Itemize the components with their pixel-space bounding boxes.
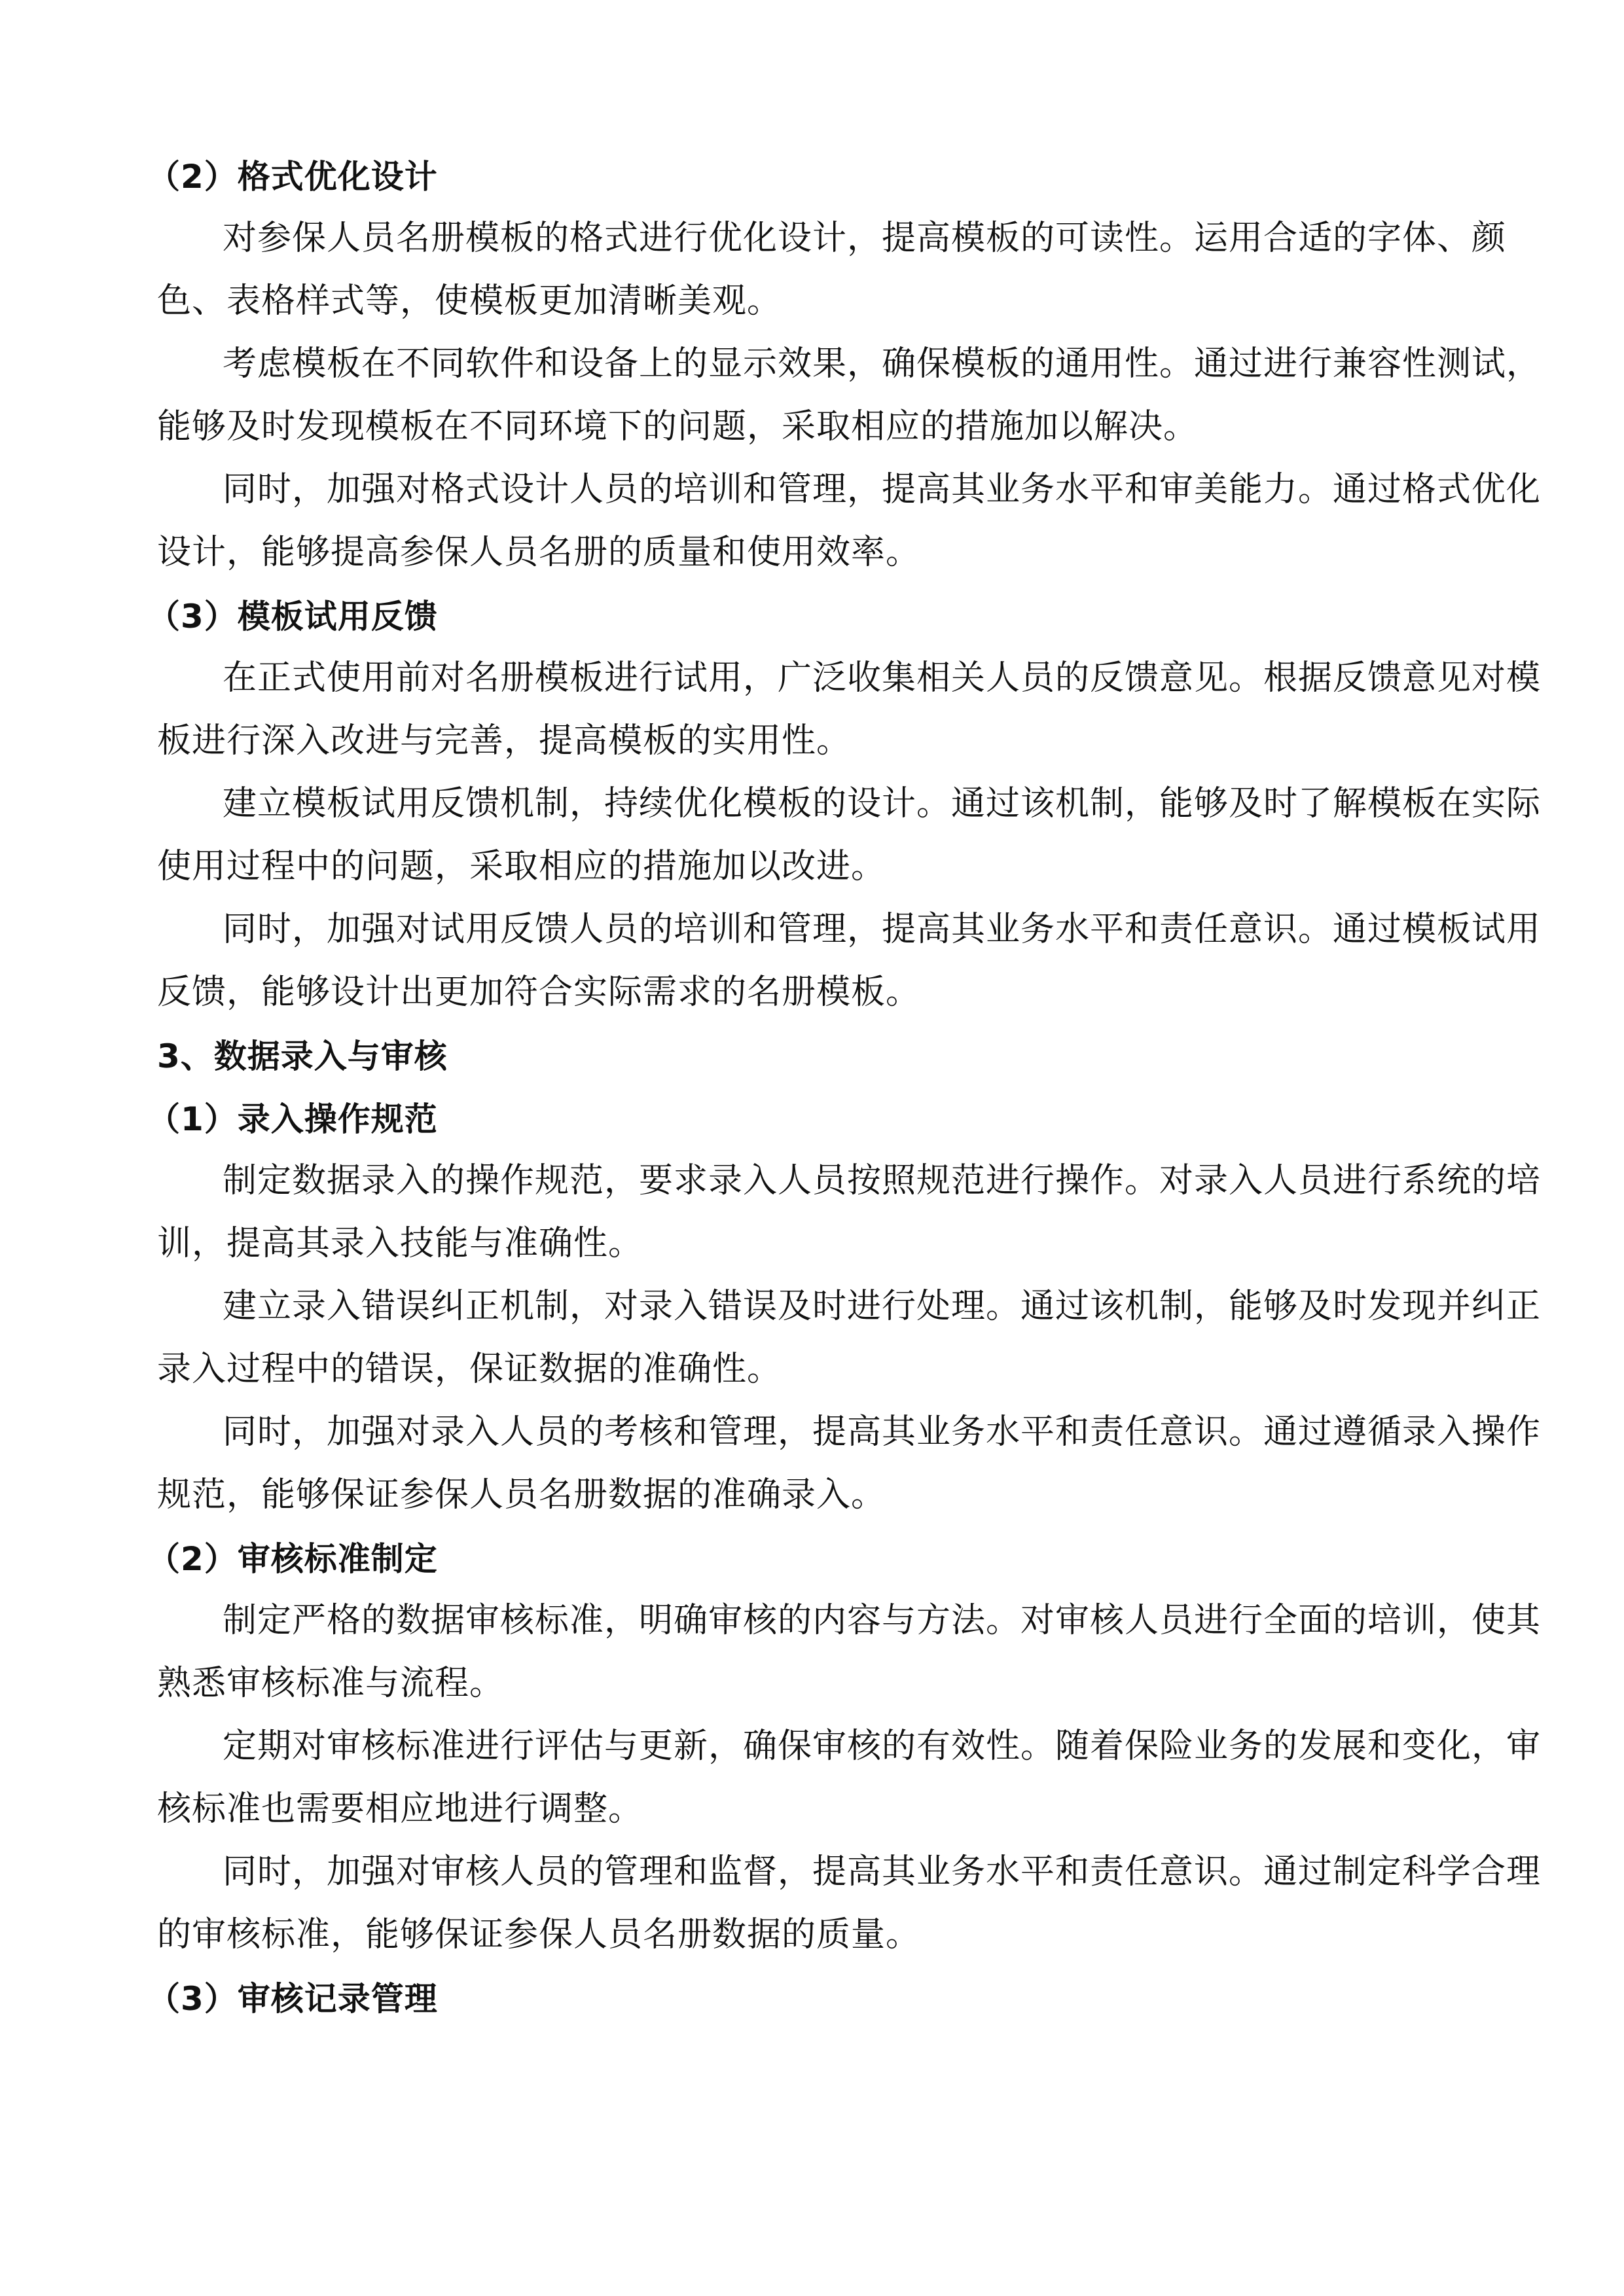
paragraph-line: 反馈，能够设计出更加符合实际需求的名册模板。 <box>157 973 921 1012</box>
paragraph-line: 核标准也需要相应地进行调整。 <box>157 1789 643 1829</box>
section-heading-data-entry-review: 3、数据录入与审核 <box>157 1037 448 1075</box>
paragraph-line: 色、表格样式等，使模板更加清晰美观。 <box>157 281 782 321</box>
paragraph-line: 能够及时发现模板在不同环境下的问题，采取相应的措施加以解决。 <box>157 407 1199 446</box>
paragraph-line: 使用过程中的问题，采取相应的措施加以改进。 <box>157 847 886 886</box>
heading-format-optimization: （2）格式优化设计 <box>147 158 438 196</box>
paragraph-line: 在正式使用前对名册模板进行试用，广泛收集相关人员的反馈意见。根据反馈意见对模 <box>223 658 1542 698</box>
paragraph-line: 制定严格的数据审核标准，明确审核的内容与方法。对审核人员进行全面的培训，使其 <box>223 1601 1542 1640</box>
paragraph-line: 同时，加强对录入人员的考核和管理，提高其业务水平和责任意识。通过遵循录入操作 <box>223 1412 1542 1452</box>
paragraph-line: 定期对审核标准进行评估与更新，确保审核的有效性。随着保险业务的发展和变化，审 <box>223 1727 1542 1766</box>
paragraph-line: 建立录入错误纠正机制，对录入错误及时进行处理。通过该机制，能够及时发现并纠正 <box>223 1287 1542 1326</box>
paragraph-line: 同时，加强对试用反馈人员的培训和管理，提高其业务水平和责任意识。通过模板试用 <box>223 910 1542 949</box>
paragraph-line: 建立模板试用反馈机制，持续优化模板的设计。通过该机制，能够及时了解模板在实际 <box>223 784 1542 823</box>
paragraph-line: 对参保人员名册模板的格式进行优化设计，提高模板的可读性。运用合适的字体、颜 <box>223 219 1507 258</box>
heading-entry-operation-spec: （1）录入操作规范 <box>147 1100 438 1138</box>
paragraph-line: 规范，能够保证参保人员名册数据的准确录入。 <box>157 1475 886 1515</box>
paragraph-line: 训，提高其录入技能与准确性。 <box>157 1224 643 1263</box>
paragraph-line: 熟悉审核标准与流程。 <box>157 1664 505 1703</box>
paragraph-line: 设计，能够提高参保人员名册的质量和使用效率。 <box>157 533 921 572</box>
heading-review-record-management: （3）审核记录管理 <box>147 1980 438 2018</box>
paragraph-line: 考虑模板在不同软件和设备上的显示效果，确保模板的通用性。通过进行兼容性测试， <box>223 344 1542 384</box>
paragraph-line: 制定数据录入的操作规范，要求录入人员按照规范进行操作。对录入人员进行系统的培 <box>223 1161 1542 1200</box>
paragraph-line: 同时，加强对审核人员的管理和监督，提高其业务水平和责任意识。通过制定科学合理 <box>223 1852 1542 1892</box>
paragraph-line: 同时，加强对格式设计人员的培训和管理，提高其业务水平和审美能力。通过格式优化 <box>223 470 1542 509</box>
paragraph-line: 录入过程中的错误，保证数据的准确性。 <box>157 1350 782 1389</box>
heading-template-trial-feedback: （3）模板试用反馈 <box>147 598 438 636</box>
paragraph-line: 的审核标准，能够保证参保人员名册数据的质量。 <box>157 1915 921 1954</box>
paragraph-line: 板进行深入改进与完善，提高模板的实用性。 <box>157 721 852 761</box>
heading-review-standard: （2）审核标准制定 <box>147 1540 438 1578</box>
